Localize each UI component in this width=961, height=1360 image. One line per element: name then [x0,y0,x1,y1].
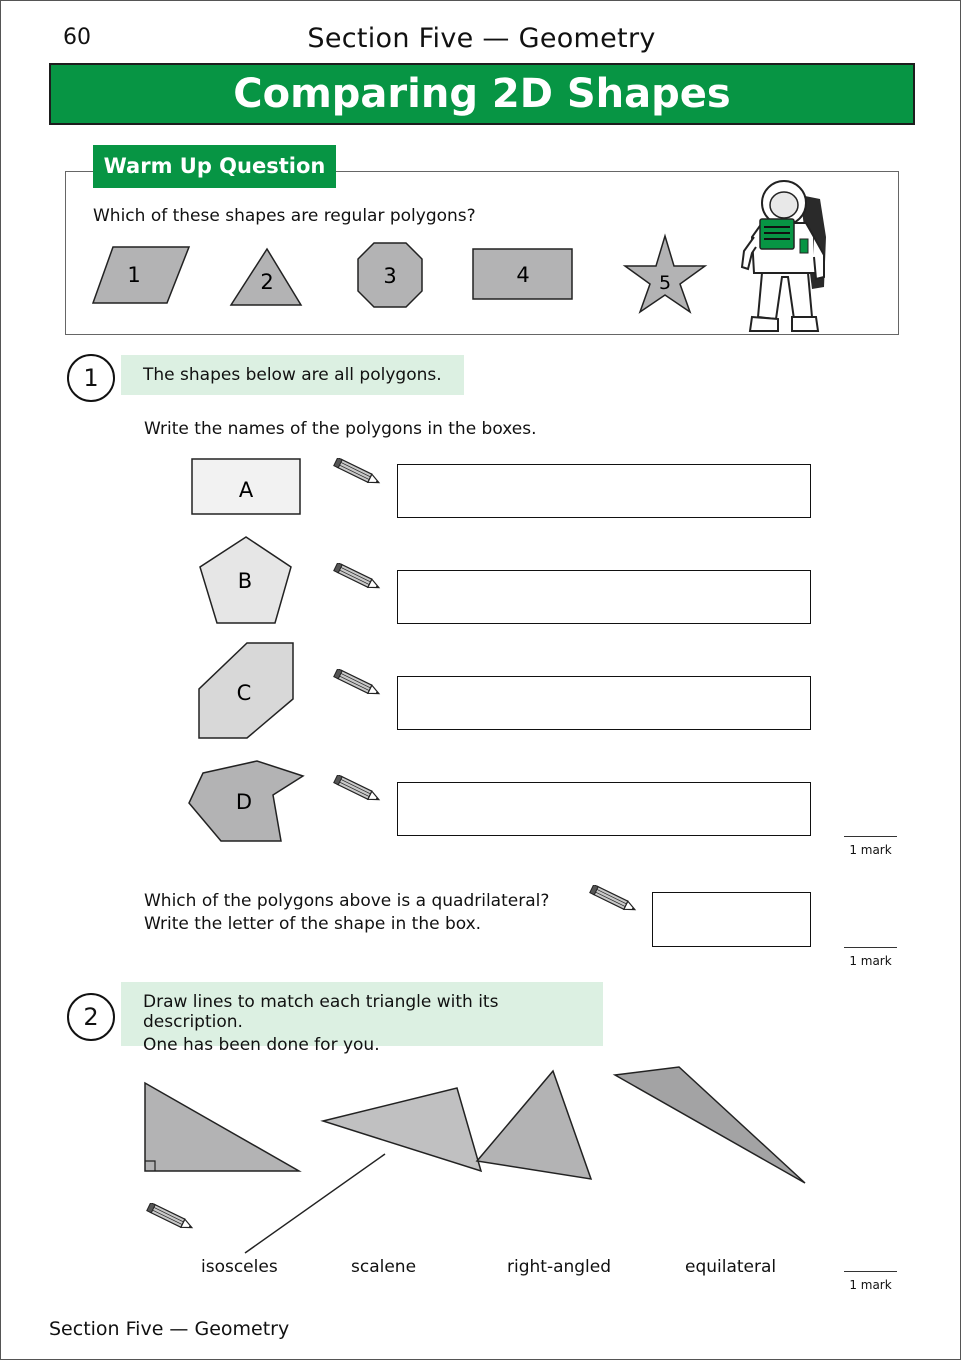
shape-b-label: B [237,569,253,593]
question-2-triangles [131,1061,821,1261]
pencil-icon [333,775,383,805]
warm-up-shapes [81,229,731,319]
question-1-instruction: Write the names of the polygons in the boxes. [144,419,537,439]
mark-indicator: 1 mark [844,836,897,857]
question-2-number: 2 [67,993,115,1041]
answer-box-a[interactable] [397,464,811,518]
description-right-angled[interactable]: right-angled [507,1257,612,1277]
astronaut-illustration [734,177,834,335]
shape-d-label: D [235,790,253,814]
question-1-intro: The shapes below are all polygons. [121,355,464,395]
question-2-line-1: Draw lines to match each triangle with its description. [143,992,499,1032]
answer-box-b[interactable] [397,570,811,624]
pencil-icon [589,885,639,915]
question-2-prompt [121,982,603,1055]
triangle-equilateral [477,1071,591,1179]
warm-up-tab: Warm Up Question [93,145,336,188]
quadrilateral-question: Which of the polygons above is a quadrilateral? [144,891,550,911]
footer-section-title: Section Five — Geometry [49,1318,290,1340]
answer-box-quadrilateral[interactable] [652,892,811,947]
description-equilateral[interactable]: equilateral [685,1257,777,1277]
triangle-scalene [615,1067,805,1183]
answer-box-c[interactable] [397,676,811,730]
question-1-number: 1 [67,354,115,402]
shape-3-label: 3 [383,264,397,288]
pencil-icon [146,1203,196,1233]
shape-c-hexagon [199,643,293,738]
pencil-icon [333,669,383,699]
shape-5-star [625,236,705,312]
shape-c-label: C [236,681,252,705]
quadrilateral-instruction: Write the letter of the shape in the box. [144,914,482,934]
section-title: Section Five — Geometry [307,23,656,54]
shape-a-label: A [238,478,254,502]
description-isosceles[interactable]: isosceles [201,1257,278,1277]
shape-b-pentagon [200,537,291,623]
answer-box-d[interactable] [397,782,811,836]
shape-1-parallelogram [93,247,189,303]
warm-up-question: Which of these shapes are regular polygons? [93,206,476,226]
page-number: 60 [63,25,91,50]
description-scalene[interactable]: scalene [351,1257,417,1277]
shape-5-label: 5 [658,272,672,294]
page-title-banner: Comparing 2D Shapes [49,63,915,125]
triangle-right-angled [145,1083,299,1171]
pencil-icon [333,563,383,593]
shape-4-label: 4 [516,263,530,287]
shape-3-octagon [358,243,422,307]
mark-indicator: 1 mark [844,1271,897,1292]
shape-2-label: 2 [260,270,274,294]
question-2-line-2: One has been done for you. [143,1035,380,1055]
shape-d-concave-polygon [189,761,303,841]
question-1-shapes [181,451,321,851]
shape-a-rectangle [192,459,300,514]
shape-2-triangle [231,249,301,305]
triangle-isosceles [323,1088,481,1171]
shape-1-label: 1 [127,263,141,287]
shape-4-rectangle [473,249,572,299]
mark-indicator: 1 mark [844,947,897,968]
pencil-icon [333,458,383,488]
